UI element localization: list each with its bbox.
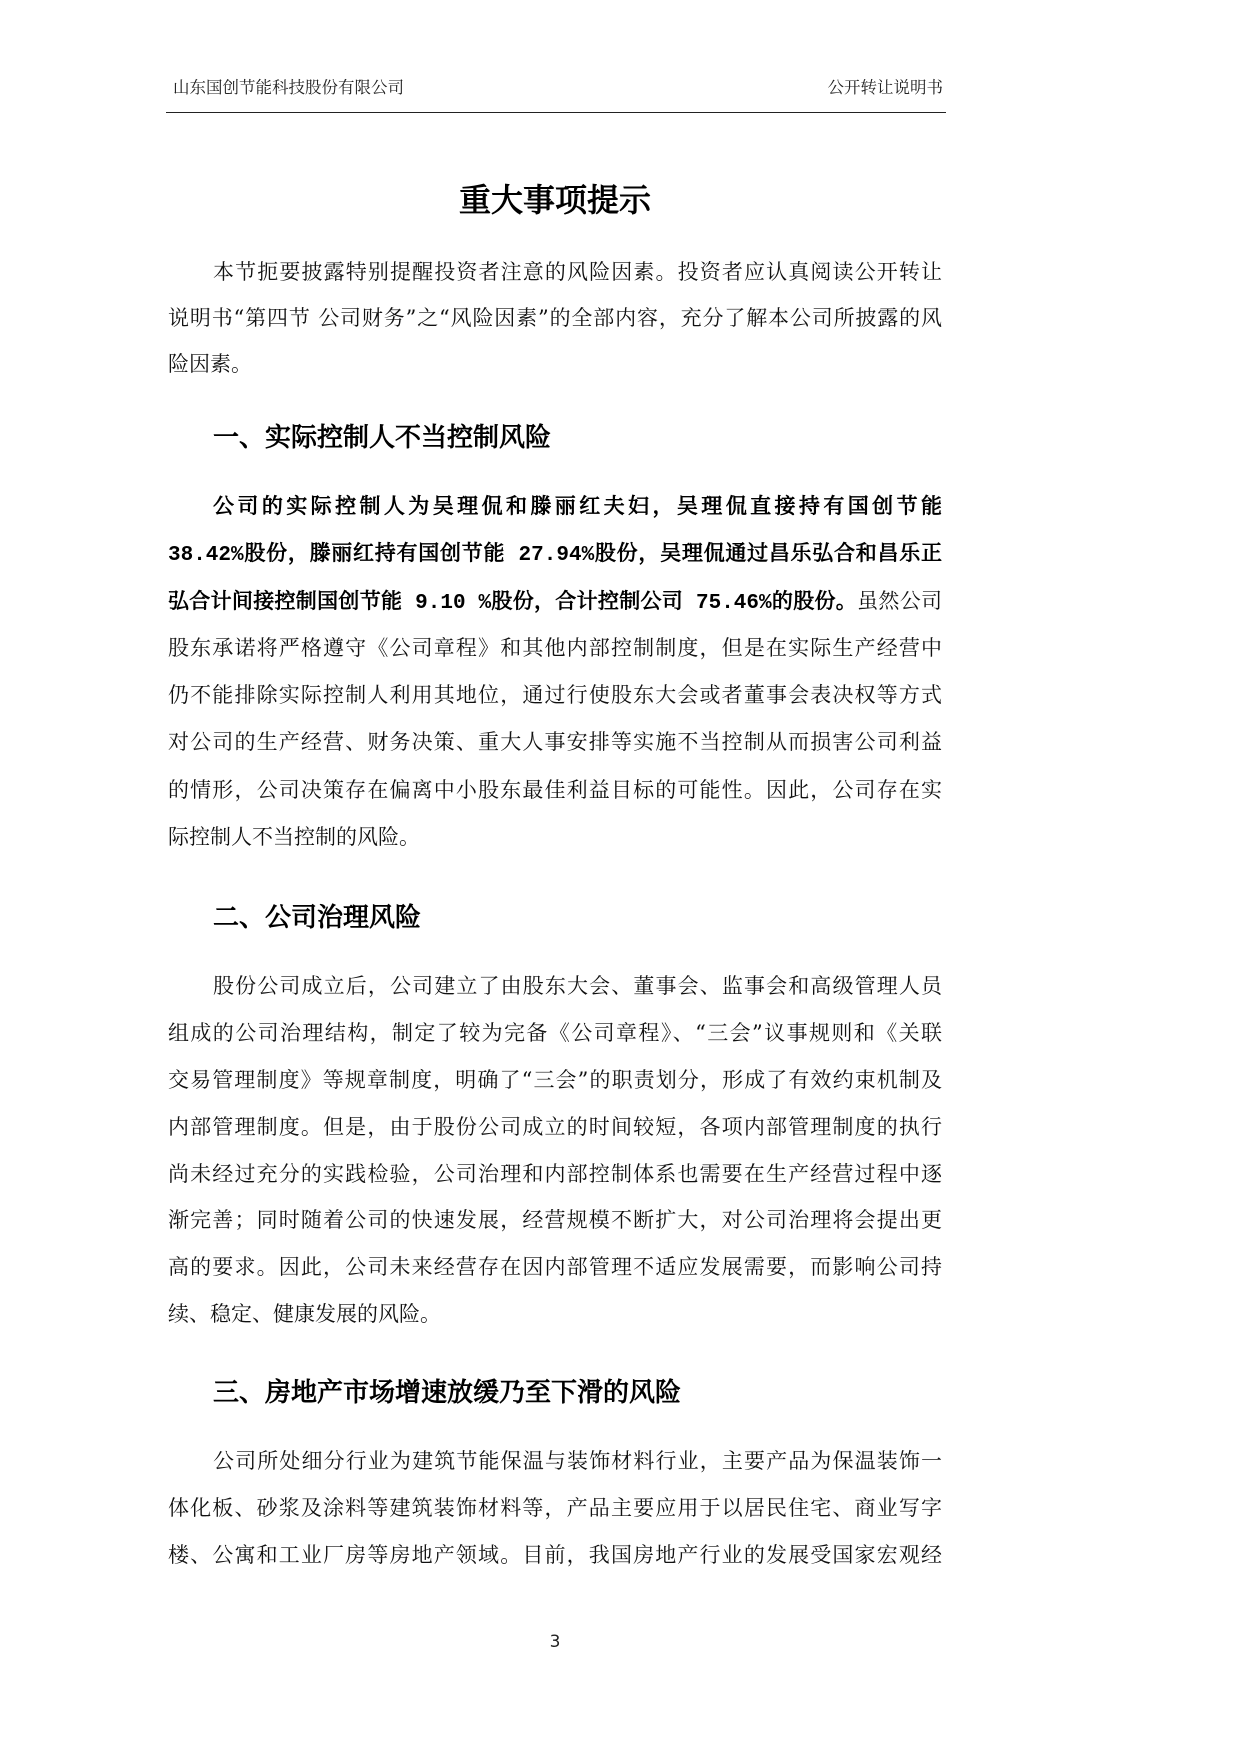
body-text: 虽然公司	[857, 588, 942, 613]
paragraph-line: 高的要求。因此，公司未来经营存在因内部管理不适应发展需要，而影响公司持	[168, 1255, 942, 1280]
bold-text: 弘合计间接控制国创节能 9.10 %股份，合计控制公司 75.46%的股份。	[168, 591, 858, 615]
paragraph-line	[168, 530, 942, 577]
section-paragraph	[168, 963, 942, 1338]
section-heading: 三、房地产市场增速放缓乃至下滑的风险	[213, 1378, 682, 1408]
section-paragraph	[168, 1438, 942, 1579]
paragraph-line: 的情形，公司决策存在偏离中小股东最佳利益目标的可能性。因此，公司存在实	[168, 777, 942, 802]
paragraph-line	[168, 578, 942, 625]
paragraph-line: 体化板、砂浆及涂料等建筑装饰材料等，产品主要应用于以居民住宅、商业写字	[168, 1496, 942, 1520]
paragraph-line: 股东承诺将严格遵守《公司章程》和其他内部控制制度，但是在实际生产经营中	[168, 635, 942, 660]
paragraph-line: 际控制人不当控制的风险。	[168, 825, 420, 850]
paragraph-line: 股份公司成立后，公司建立了由股东大会、董事会、监事会和高级管理人员	[213, 974, 942, 998]
paragraph-line: 对公司的生产经营、财务决策、重大人事安排等实施不当控制从而损害公司利益	[168, 730, 942, 755]
paragraph-line: 本节扼要披露特别提醒投资者注意的风险因素。投资者应认真阅读公开转让	[213, 260, 942, 284]
bold-text: 公司的实际控制人为吴理侃和滕丽红夫妇，吴理侃直接持有国创节能	[213, 497, 942, 520]
paragraph-line: 险因素。	[168, 352, 252, 376]
paragraph-line: 楼、公寓和工业厂房等房地产领域。目前，我国房地产行业的发展受国家宏观经	[168, 1543, 942, 1567]
paragraph-line: 内部管理制度。但是，由于股份公司成立的时间较短，各项内部管理制度的执行	[168, 1114, 942, 1139]
page-header	[166, 68, 946, 113]
bold-text: 38.42%股份，滕丽红持有国创节能 27.94%股份，吴理侃通过昌乐弘合和昌乐正	[168, 544, 942, 568]
section-paragraph	[168, 483, 942, 861]
header-document-type: 公开转让说明书	[827, 78, 943, 97]
paragraph-line: 渐完善；同时随着公司的快速发展，经营规模不断扩大，对公司治理将会提出更	[168, 1208, 942, 1233]
intro-paragraph	[168, 249, 942, 387]
paragraph-line: 说明书“第四节 公司财务”之“风险因素”的全部内容，充分了解本公司所披露的风	[168, 306, 942, 330]
paragraph-line: 公司所处细分行业为建筑节能保温与装饰材料行业，主要产品为保温装饰一	[213, 1449, 942, 1473]
paragraph-line: 尚未经过充分的实践检验，公司治理和内部控制体系也需要在生产经营过程中逐	[168, 1161, 942, 1186]
paragraph-line: 续、稳定、健康发展的风险。	[168, 1302, 441, 1327]
paragraph-line: 交易管理制度》等规章制度，明确了“三会”的职责划分，形成了有效约束机制及	[168, 1067, 942, 1092]
page-title: 重大事项提示	[458, 181, 651, 219]
paragraph-line: 组成的公司治理结构，制定了较为完备《公司章程》、“三会”议事规则和《关联	[168, 1020, 942, 1045]
page-number: 3	[549, 1632, 561, 1652]
paragraph-line: 仍不能排除实际控制人利用其地位，通过行使股东大会或者董事会表决权等方式	[168, 683, 942, 708]
header-company-name: 山东国创节能科技股份有限公司	[173, 78, 404, 97]
section-heading: 二、公司治理风险	[213, 903, 422, 933]
section-heading: 一、实际控制人不当控制风险	[213, 423, 552, 453]
paragraph-line	[168, 483, 942, 530]
